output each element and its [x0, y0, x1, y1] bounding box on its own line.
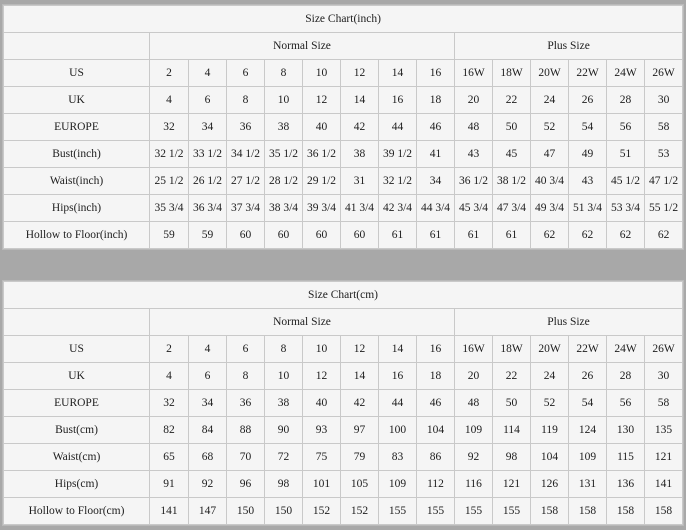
- group-header-normal: Normal Size: [150, 33, 455, 60]
- cell: 28: [607, 363, 645, 390]
- cell: 109: [569, 444, 607, 471]
- table-row: [4, 363, 683, 390]
- cell: 12: [341, 60, 379, 87]
- cell: 83: [379, 444, 417, 471]
- cell: 20: [455, 87, 493, 114]
- row-label: Hips(cm): [4, 471, 150, 498]
- corner-cell: [4, 33, 150, 60]
- cell: 4: [150, 87, 189, 114]
- cell: 121: [645, 444, 683, 471]
- cell: 22: [493, 87, 531, 114]
- cell: 18: [417, 87, 455, 114]
- cell: 41: [417, 141, 455, 168]
- row-label: EUROPE: [4, 114, 150, 141]
- cell: 152: [303, 498, 341, 525]
- table-row: [4, 444, 683, 471]
- cell: 16: [379, 87, 417, 114]
- cell: 93: [303, 417, 341, 444]
- chart-title: Size Chart(cm): [4, 282, 683, 309]
- cell: 12: [303, 363, 341, 390]
- cell: 16: [379, 363, 417, 390]
- cell: 141: [645, 471, 683, 498]
- cell: 10: [265, 87, 303, 114]
- cell: 16: [417, 60, 455, 87]
- cell: 38 3/4: [265, 195, 303, 222]
- cell: 158: [569, 498, 607, 525]
- cell: 121: [493, 471, 531, 498]
- cell: 152: [341, 498, 379, 525]
- table-row: [4, 168, 683, 195]
- cell: 158: [645, 498, 683, 525]
- cell: 24: [531, 87, 569, 114]
- cell: 86: [417, 444, 455, 471]
- table-title-row: [4, 6, 683, 33]
- cell: 136: [607, 471, 645, 498]
- cell: 36: [227, 390, 265, 417]
- cell: 41 3/4: [341, 195, 379, 222]
- cell: 135: [645, 417, 683, 444]
- cell: 37 3/4: [227, 195, 265, 222]
- cell: 10: [303, 336, 341, 363]
- cell: 58: [645, 390, 683, 417]
- cell: 32: [150, 390, 189, 417]
- cell: 2: [150, 336, 189, 363]
- cell: 58: [645, 114, 683, 141]
- cell: 75: [303, 444, 341, 471]
- cell: 52: [531, 390, 569, 417]
- cell: 29 1/2: [303, 168, 341, 195]
- cell: 45: [493, 141, 531, 168]
- table-row: [4, 222, 683, 249]
- cell: 25 1/2: [150, 168, 189, 195]
- cell: 155: [455, 498, 493, 525]
- cell: 46: [417, 114, 455, 141]
- cell: 92: [455, 444, 493, 471]
- cell: 104: [417, 417, 455, 444]
- cell: 34: [189, 114, 227, 141]
- cell: 34 1/2: [227, 141, 265, 168]
- cell: 24W: [607, 60, 645, 87]
- cell: 40 3/4: [531, 168, 569, 195]
- cell: 30: [645, 363, 683, 390]
- cell: 16W: [455, 60, 493, 87]
- table-group-row: [4, 33, 683, 60]
- table-row: [4, 87, 683, 114]
- cell: 51 3/4: [569, 195, 607, 222]
- cell: 68: [189, 444, 227, 471]
- cell: 22W: [569, 60, 607, 87]
- cell: 92: [189, 471, 227, 498]
- cell: 158: [607, 498, 645, 525]
- cell: 14: [341, 363, 379, 390]
- table-row: [4, 195, 683, 222]
- cell: 150: [227, 498, 265, 525]
- table-row: [4, 141, 683, 168]
- cell: 6: [227, 60, 265, 87]
- cell: 49: [569, 141, 607, 168]
- cell: 54: [569, 114, 607, 141]
- cell: 105: [341, 471, 379, 498]
- table-row: [4, 114, 683, 141]
- cell: 4: [189, 60, 227, 87]
- cell: 14: [341, 87, 379, 114]
- cell: 38: [265, 390, 303, 417]
- cell: 2: [150, 60, 189, 87]
- table-row: [4, 336, 683, 363]
- cell: 38: [341, 141, 379, 168]
- cell: 114: [493, 417, 531, 444]
- size-chart-inch: [2, 4, 684, 250]
- cell: 52: [531, 114, 569, 141]
- row-label: UK: [4, 87, 150, 114]
- cell: 147: [189, 498, 227, 525]
- cell: 61: [493, 222, 531, 249]
- cell: 45 1/2: [607, 168, 645, 195]
- cell: 130: [607, 417, 645, 444]
- cell: 48: [455, 114, 493, 141]
- cell: 8: [265, 60, 303, 87]
- corner-cell: [4, 309, 150, 336]
- cell: 39 1/2: [379, 141, 417, 168]
- cell: 16W: [455, 336, 493, 363]
- cell: 35 1/2: [265, 141, 303, 168]
- cell: 109: [379, 471, 417, 498]
- cell: 47 1/2: [645, 168, 683, 195]
- cell: 60: [227, 222, 265, 249]
- cell: 97: [341, 417, 379, 444]
- cell: 98: [493, 444, 531, 471]
- cell: 60: [303, 222, 341, 249]
- cell: 38: [265, 114, 303, 141]
- cell: 32 1/2: [150, 141, 189, 168]
- cell: 30: [645, 87, 683, 114]
- cell: 6: [189, 363, 227, 390]
- cell: 20: [455, 363, 493, 390]
- cell: 141: [150, 498, 189, 525]
- cell: 24: [531, 363, 569, 390]
- cell: 100: [379, 417, 417, 444]
- size-chart-cm: [2, 280, 684, 526]
- cell: 12: [303, 87, 341, 114]
- cell: 10: [303, 60, 341, 87]
- cell: 36 3/4: [189, 195, 227, 222]
- row-label: Bust(cm): [4, 417, 150, 444]
- cell: 61: [417, 222, 455, 249]
- cell: 6: [189, 87, 227, 114]
- cell: 32: [150, 114, 189, 141]
- cell: 26: [569, 363, 607, 390]
- cell: 28: [607, 87, 645, 114]
- row-label: Hips(inch): [4, 195, 150, 222]
- cell: 54: [569, 390, 607, 417]
- cell: 124: [569, 417, 607, 444]
- cell: 18W: [493, 60, 531, 87]
- cell: 112: [417, 471, 455, 498]
- cell: 60: [265, 222, 303, 249]
- cell: 88: [227, 417, 265, 444]
- cell: 24W: [607, 336, 645, 363]
- cell: 8: [265, 336, 303, 363]
- cell: 46: [417, 390, 455, 417]
- cell: 50: [493, 390, 531, 417]
- cell: 22W: [569, 336, 607, 363]
- cell: 43: [455, 141, 493, 168]
- row-label: Waist(inch): [4, 168, 150, 195]
- cell: 12: [341, 336, 379, 363]
- cell: 59: [150, 222, 189, 249]
- cell: 49 3/4: [531, 195, 569, 222]
- cell: 56: [607, 114, 645, 141]
- table-row: [4, 417, 683, 444]
- group-header-plus: Plus Size: [455, 309, 683, 336]
- row-label: Hollow to Floor(inch): [4, 222, 150, 249]
- group-header-plus: Plus Size: [455, 33, 683, 60]
- cell: 33 1/2: [189, 141, 227, 168]
- group-header-normal: Normal Size: [150, 309, 455, 336]
- cell: 6: [227, 336, 265, 363]
- cell: 20W: [531, 336, 569, 363]
- cell: 116: [455, 471, 493, 498]
- cell: 62: [607, 222, 645, 249]
- cell: 26W: [645, 60, 683, 87]
- cell: 18W: [493, 336, 531, 363]
- cell: 155: [379, 498, 417, 525]
- cell: 62: [569, 222, 607, 249]
- cell: 104: [531, 444, 569, 471]
- cell: 32 1/2: [379, 168, 417, 195]
- cell: 155: [417, 498, 455, 525]
- cell: 42: [341, 390, 379, 417]
- cell: 36 1/2: [303, 141, 341, 168]
- cell: 27 1/2: [227, 168, 265, 195]
- cell: 47: [531, 141, 569, 168]
- cell: 36 1/2: [455, 168, 493, 195]
- cell: 42 3/4: [379, 195, 417, 222]
- cell: 34: [189, 390, 227, 417]
- table-group-row: [4, 309, 683, 336]
- cell: 4: [150, 363, 189, 390]
- cell: 115: [607, 444, 645, 471]
- cell: 91: [150, 471, 189, 498]
- cell: 16: [417, 336, 455, 363]
- table-row: [4, 390, 683, 417]
- cell: 109: [455, 417, 493, 444]
- cell: 53 3/4: [607, 195, 645, 222]
- cell: 155: [493, 498, 531, 525]
- cell: 126: [531, 471, 569, 498]
- cell: 22: [493, 363, 531, 390]
- cell: 20W: [531, 60, 569, 87]
- cell: 62: [645, 222, 683, 249]
- cell: 44: [379, 390, 417, 417]
- row-label: US: [4, 60, 150, 87]
- row-label: Bust(inch): [4, 141, 150, 168]
- cell: 51: [607, 141, 645, 168]
- cell: 26: [569, 87, 607, 114]
- cell: 70: [227, 444, 265, 471]
- cell: 79: [341, 444, 379, 471]
- table-title-row: [4, 282, 683, 309]
- cell: 44: [379, 114, 417, 141]
- table-row: [4, 471, 683, 498]
- cell: 90: [265, 417, 303, 444]
- cell: 36: [227, 114, 265, 141]
- cell: 35 3/4: [150, 195, 189, 222]
- cell: 44 3/4: [417, 195, 455, 222]
- table-row: [4, 498, 683, 525]
- cell: 4: [189, 336, 227, 363]
- cell: 61: [455, 222, 493, 249]
- cell: 50: [493, 114, 531, 141]
- cell: 31: [341, 168, 379, 195]
- row-label: US: [4, 336, 150, 363]
- cell: 48: [455, 390, 493, 417]
- cell: 55 1/2: [645, 195, 683, 222]
- cell: 43: [569, 168, 607, 195]
- cell: 40: [303, 114, 341, 141]
- cell: 59: [189, 222, 227, 249]
- size-chart-inch-table: [3, 5, 683, 249]
- cell: 18: [417, 363, 455, 390]
- cell: 72: [265, 444, 303, 471]
- cell: 45 3/4: [455, 195, 493, 222]
- cell: 14: [379, 60, 417, 87]
- cell: 42: [341, 114, 379, 141]
- row-label: Hollow to Floor(cm): [4, 498, 150, 525]
- cell: 38 1/2: [493, 168, 531, 195]
- cell: 82: [150, 417, 189, 444]
- cell: 10: [265, 363, 303, 390]
- cell: 98: [265, 471, 303, 498]
- cell: 8: [227, 363, 265, 390]
- cell: 158: [531, 498, 569, 525]
- cell: 26 1/2: [189, 168, 227, 195]
- cell: 119: [531, 417, 569, 444]
- cell: 40: [303, 390, 341, 417]
- cell: 8: [227, 87, 265, 114]
- cell: 62: [531, 222, 569, 249]
- cell: 14: [379, 336, 417, 363]
- cell: 60: [341, 222, 379, 249]
- row-label: UK: [4, 363, 150, 390]
- chart-title: Size Chart(inch): [4, 6, 683, 33]
- cell: 84: [189, 417, 227, 444]
- cell: 53: [645, 141, 683, 168]
- cell: 34: [417, 168, 455, 195]
- cell: 101: [303, 471, 341, 498]
- cell: 96: [227, 471, 265, 498]
- cell: 65: [150, 444, 189, 471]
- cell: 47 3/4: [493, 195, 531, 222]
- table-row: [4, 60, 683, 87]
- size-chart-cm-table: [3, 281, 683, 525]
- row-label: EUROPE: [4, 390, 150, 417]
- cell: 150: [265, 498, 303, 525]
- cell: 39 3/4: [303, 195, 341, 222]
- cell: 26W: [645, 336, 683, 363]
- cell: 61: [379, 222, 417, 249]
- cell: 131: [569, 471, 607, 498]
- row-label: Waist(cm): [4, 444, 150, 471]
- cell: 28 1/2: [265, 168, 303, 195]
- cell: 56: [607, 390, 645, 417]
